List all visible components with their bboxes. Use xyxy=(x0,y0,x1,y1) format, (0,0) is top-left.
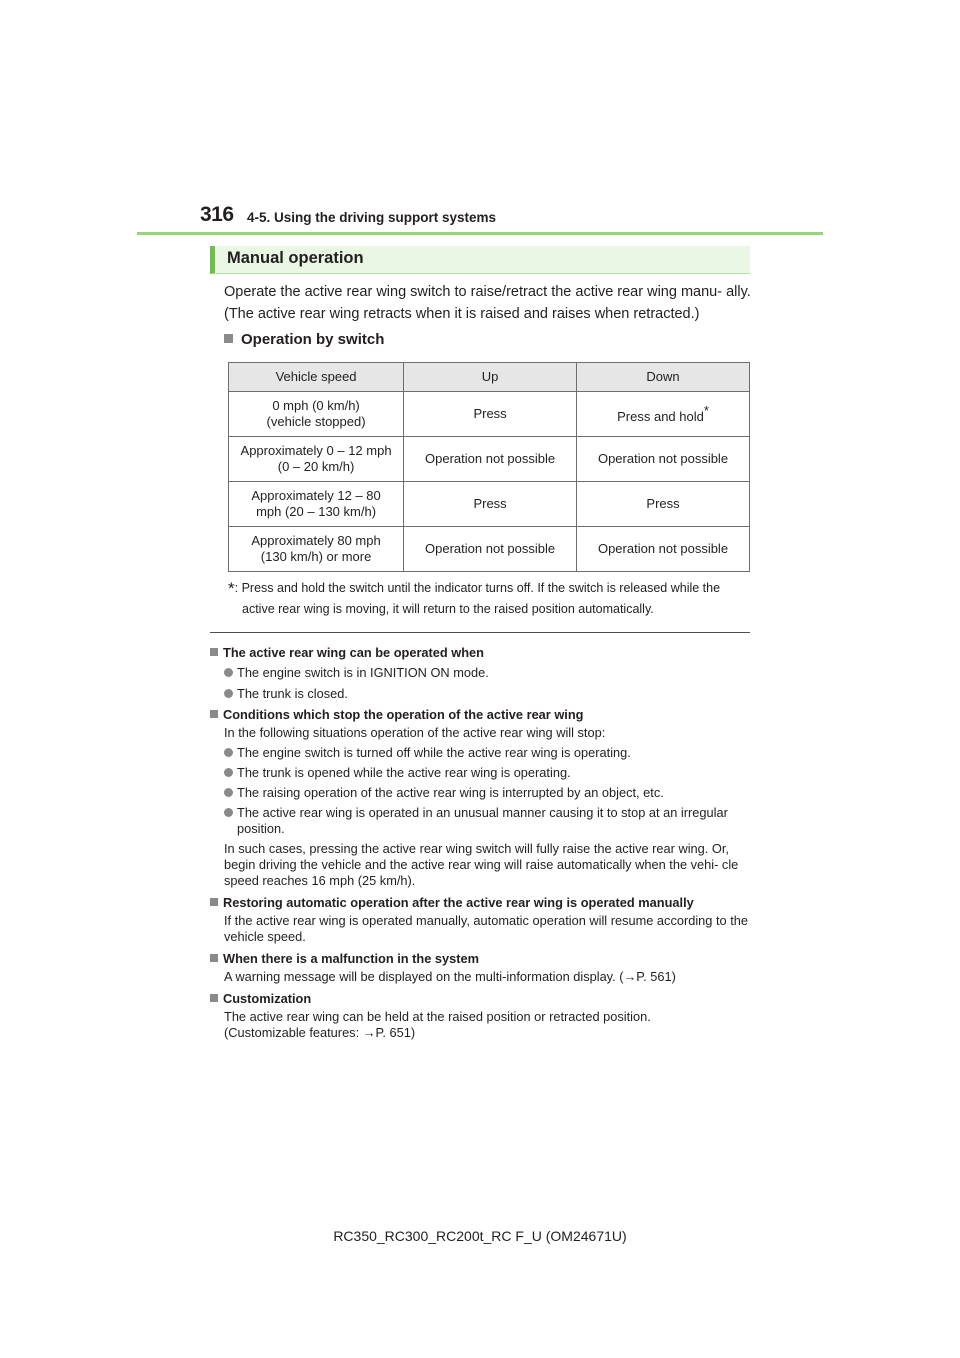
header-up: Up xyxy=(404,363,577,392)
note-heading: Restoring automatic operation after the active rear wing is operated manually xyxy=(210,893,752,913)
round-bullet-icon xyxy=(224,748,233,757)
round-bullet-icon xyxy=(224,668,233,677)
note-text: If the active rear wing is operated manually, automatic operation will resume according to the vehicle speed. xyxy=(224,913,748,944)
note-bullet: The engine switch is turned off while the active rear wing is operating. xyxy=(210,745,752,761)
subheading xyxy=(224,331,384,348)
up-cell: Press xyxy=(404,482,577,527)
up-cell: Operation not possible xyxy=(404,527,577,572)
operation-table xyxy=(228,362,750,572)
footer-model-code: RC350_RC300_RC200t_RC F_U (OM24671U) xyxy=(333,1228,627,1244)
down-cell: Press xyxy=(577,482,750,527)
note-bullet: The trunk is closed. xyxy=(210,684,752,705)
round-bullet-icon xyxy=(224,788,233,797)
note-heading: The active rear wing can be operated when xyxy=(210,643,752,663)
section-title: Manual operation xyxy=(227,249,364,267)
square-bullet-icon xyxy=(210,710,218,718)
header-vehicle-speed: Vehicle speed xyxy=(229,363,404,392)
note-text: In such cases, pressing the active rear wing switch will fully raise the active rear wing. Or, begin driving the vehicle and the active rear wing will raise automatically when the vehi- cle speed reaches 16 mph (25 km/h). xyxy=(224,841,739,888)
header-down: Down xyxy=(577,363,750,392)
note-text: In the following situations operation of the active rear wing will stop: xyxy=(224,725,606,740)
note-heading: When there is a malfunction in the system xyxy=(210,949,752,969)
page-number: 316 xyxy=(200,203,234,226)
note-bullet: The engine switch is in IGNITION ON mode. xyxy=(210,663,752,684)
table-footnote: *: Press and hold the switch until the indicator turns off. If the switch is released while the active rear wing is moving, it will return to the raised position automatically. xyxy=(228,579,721,616)
table-row xyxy=(229,527,750,572)
square-bullet-icon xyxy=(210,954,218,962)
round-bullet-icon xyxy=(224,808,233,817)
section-divider xyxy=(210,632,750,633)
notes-section xyxy=(210,642,752,1045)
chapter-title: 4-5. Using the driving support systems xyxy=(247,210,497,225)
down-cell: Press and hold* xyxy=(577,392,750,437)
note-text: The active rear wing can be held at the raised position or retracted position. (Customizable features: →P. 651) xyxy=(224,1009,651,1040)
note-text: A warning message will be displayed on the multi-information display. (→P. 561) xyxy=(224,969,676,984)
down-cell: Operation not possible xyxy=(577,527,750,572)
square-bullet-icon xyxy=(210,898,218,906)
down-cell: Operation not possible xyxy=(577,437,750,482)
square-bullet-icon xyxy=(210,648,218,656)
footnote-marker: * xyxy=(703,403,709,418)
up-cell: Operation not possible xyxy=(404,437,577,482)
round-bullet-icon xyxy=(224,768,233,777)
table-row xyxy=(229,392,750,437)
table-row xyxy=(229,437,750,482)
subheading-text: Operation by switch xyxy=(241,331,385,348)
square-bullet-icon xyxy=(210,994,218,1002)
up-cell: Press xyxy=(404,392,577,437)
note-bullet: The trunk is opened while the active rear wing is operating. xyxy=(210,765,752,781)
note-bullet: The raising operation of the active rear wing is interrupted by an object, etc. xyxy=(210,785,752,801)
intro-paragraph: Operate the active rear wing switch to raise/retract the active rear wing manu- ally. (The active rear wing retracts when it is raised and raises when retracted.) xyxy=(224,284,751,322)
note-heading: Customization xyxy=(210,989,752,1009)
note-heading: Conditions which stop the operation of the active rear wing xyxy=(210,705,752,725)
speed-cell: Approximately 0 – 12 mph (0 – 20 km/h) xyxy=(229,437,404,482)
speed-cell: 0 mph (0 km/h) (vehicle stopped) xyxy=(229,392,404,437)
section-header-bar xyxy=(210,246,750,274)
table-row xyxy=(229,482,750,527)
square-bullet-icon xyxy=(224,334,233,343)
footnote-asterisk: * xyxy=(228,579,235,598)
header-rule xyxy=(137,232,823,235)
note-bullet: The active rear wing is operated in an unusual manner causing it to stop at an irregular position. xyxy=(210,805,752,837)
speed-cell: Approximately 12 – 80 mph (20 – 130 km/h) xyxy=(229,482,404,527)
round-bullet-icon xyxy=(224,689,233,698)
speed-cell: Approximately 80 mph (130 km/h) or more xyxy=(229,527,404,572)
table-header-row xyxy=(229,363,750,392)
